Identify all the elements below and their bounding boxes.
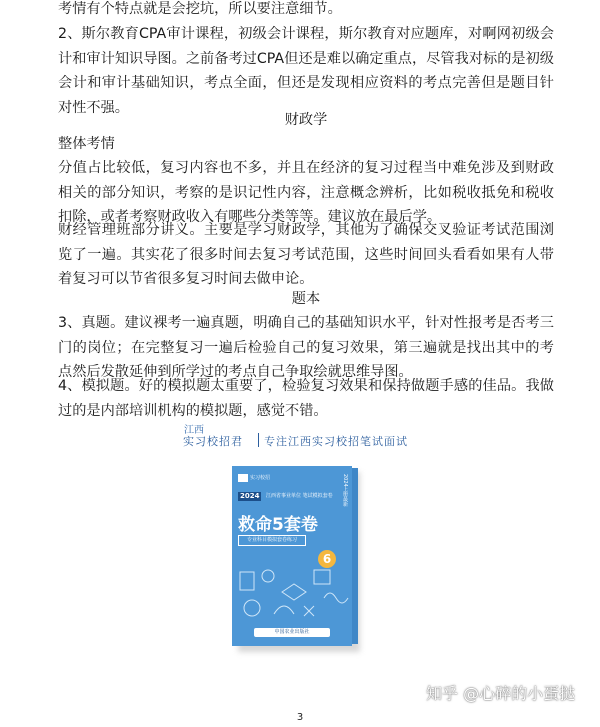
book-title: 救命5套卷 [238, 515, 318, 535]
doodle-board [314, 570, 330, 584]
item-3-paragraph: 3、真题。建议裸考一遍真题，明确自己的基础知识水平，针对性报考是否考三门的岗位；在完整复习一遍后检验自己的复习效果，第三遍就是找出其中的考点然后发散延伸到所学过的考点自己争取绘就思维导图。 [58, 315, 554, 380]
study-doodles-illustration [234, 562, 350, 626]
book-vertical-label: 2024上册最新 [342, 474, 348, 507]
item-4-paragraph: 4、模拟题。好的模拟题太重要了，检验复习效果和保持做题手感的佳品。我做过的是内部培训机构的模拟题，感觉不错。 [58, 378, 554, 419]
brand-region-label: 江西 [184, 425, 204, 436]
doodle-notebook [240, 572, 254, 590]
doodle-clock [262, 570, 274, 582]
book-front [232, 466, 352, 646]
publisher-name: 实习校招 [250, 475, 271, 481]
brand-name: 实习校招君 [183, 435, 243, 448]
book-year: 2024 [240, 492, 260, 500]
book-series: 江西省事业单位 笔试模拟套卷 [266, 493, 333, 499]
volume-badge: 6 [318, 550, 336, 568]
overall-heading: 整体考情 [58, 136, 115, 152]
question-bank-heading: 题本 [291, 291, 321, 307]
brand-slogan: 专注江西实习校招笔试面试 [264, 435, 408, 448]
book-cover-image [232, 466, 354, 646]
brand-banner [176, 421, 426, 457]
item-2-paragraph: 2、斯尔教育CPA审计课程，初级会计课程，斯尔教育对应题库，对啊网初级会计和审计知识导图。之前备考过CPA但还是难以确定重点，尽管我对标的是初级会计和审计基础知识，考点全面，但还是发现相应资料的考点完善但是题目针对性不强。 [58, 26, 554, 116]
page-number: 3 [296, 712, 304, 723]
doodle-wave [324, 593, 348, 603]
book-subtitle: 专业科目模拟套卷练习 [238, 535, 306, 546]
book-footer-label: 中国农业出版社 [254, 628, 330, 637]
finance-heading: 财政学 [284, 112, 328, 128]
doodle-globe [244, 600, 260, 616]
doodle-arc [274, 606, 294, 614]
banner-divider [258, 433, 259, 447]
intro-tail-paragraph: 考情有个特点就是会挖坑，所以要注意细节。 [58, 1, 342, 17]
doodle-book [282, 584, 306, 600]
publisher-logo-icon [238, 474, 248, 482]
overall-paragraph: 分值占比较低，复习内容也不多，并且在经济的复习过程当中难免涉及到财政相关的部分知识，考察的是识记性内容，注意概念辨析，比如税收抵免和税收扣除，或者考察财政收入有哪些分类等等。建议放在最后学。 [58, 160, 554, 225]
doodle-cross [304, 606, 314, 616]
finance-mgmt-paragraph: 财经管理班部分讲义。主要是学习财政学，其他为了确保交叉验证考试范围浏览了一遍。其实花了很多时间去复习考试范围，这些时间回头看看如果有人带着复习可以节省很多复习时间去做申论。 [58, 222, 554, 287]
zhihu-watermark: 知乎 @心碎的小蛋挞 [426, 684, 576, 703]
